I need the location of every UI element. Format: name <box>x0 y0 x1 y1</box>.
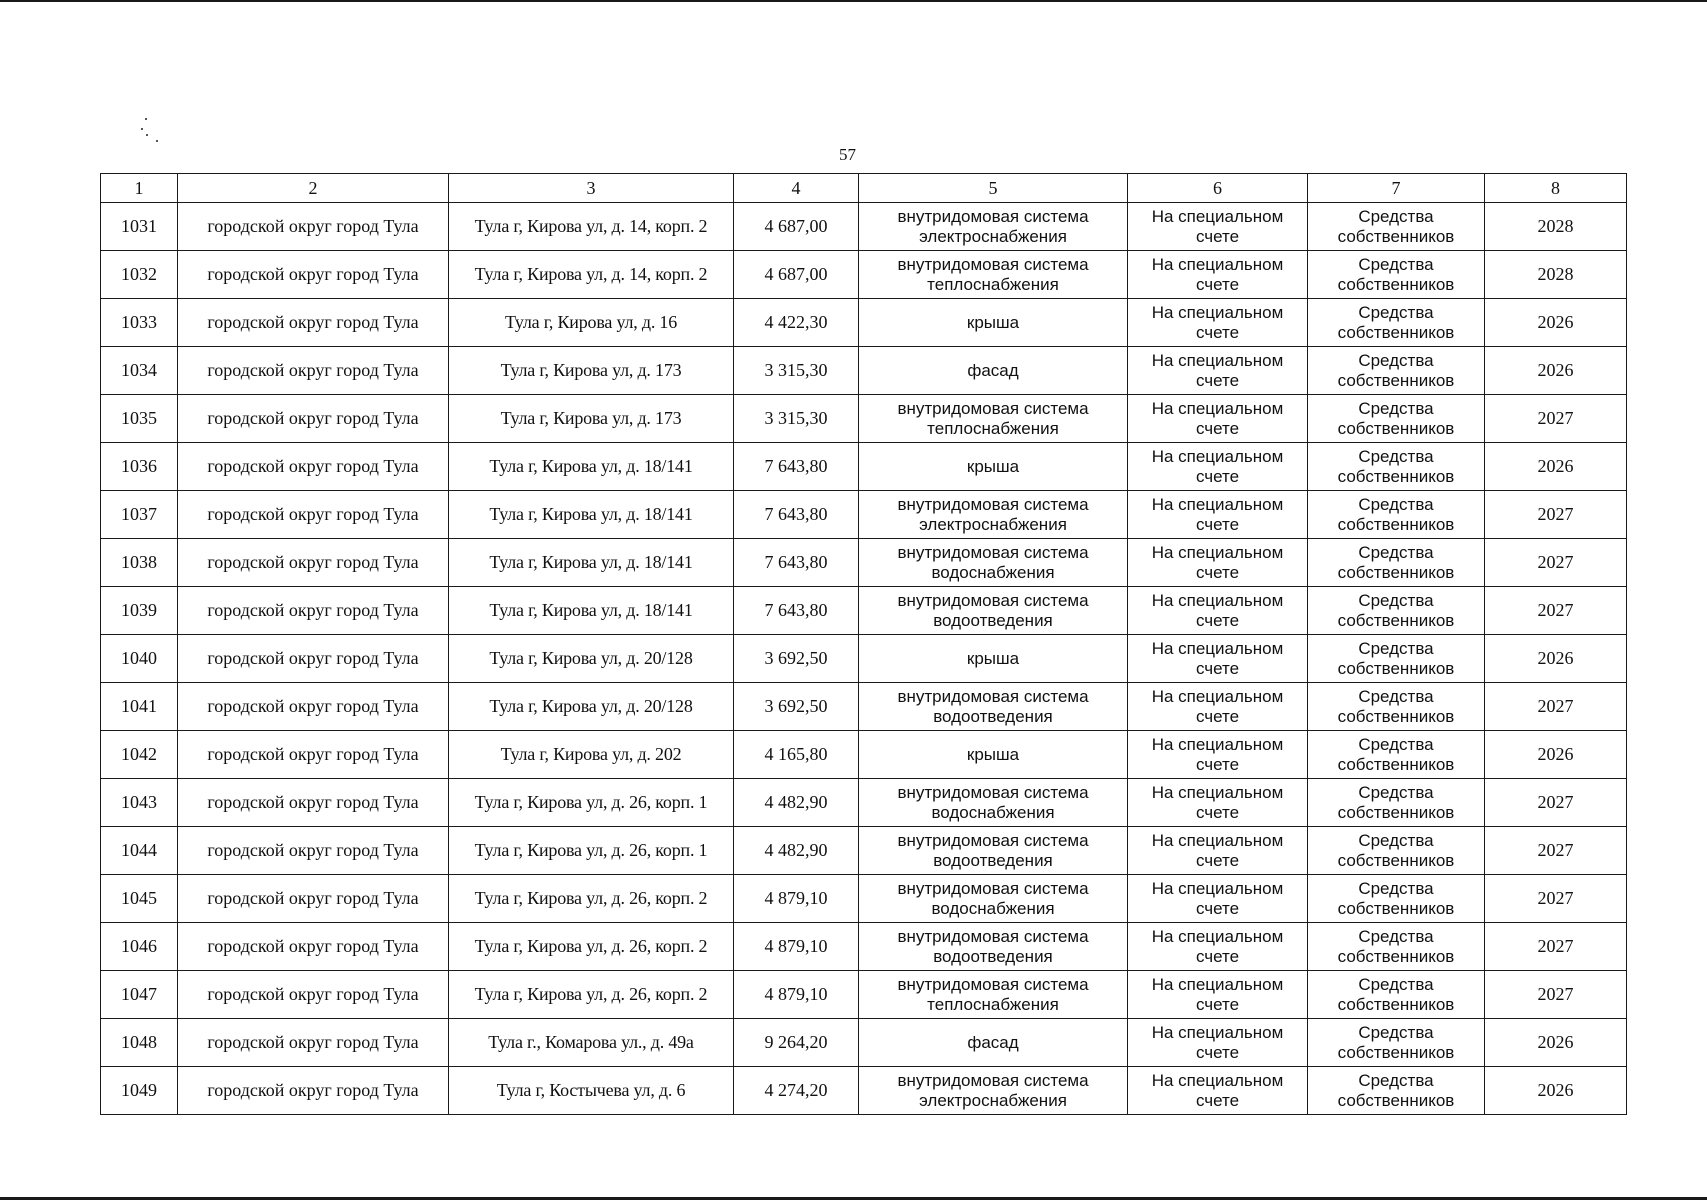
district-cell: городской округ город Тула <box>178 203 449 251</box>
account-cell-line-2: счете <box>1195 754 1240 774</box>
funds-cell <box>1308 923 1485 971</box>
year-cell: 2026 <box>1485 443 1627 491</box>
system-cell <box>859 683 1128 731</box>
address-cell: Тула г, Кирова ул, д. 18/141 <box>449 587 734 635</box>
column-header: 7 <box>1308 174 1485 203</box>
district-cell: городской округ город Тула <box>178 299 449 347</box>
year-cell: 2027 <box>1485 683 1627 731</box>
address-cell: Тула г, Кирова ул, д. 26, корп. 2 <box>449 971 734 1019</box>
system-cell-line-2: водоснабжения <box>931 562 1055 582</box>
account-cell <box>1128 923 1308 971</box>
funds-cell-line-2: собственников <box>1337 946 1455 966</box>
system-cell <box>859 395 1128 443</box>
table-row <box>101 875 1627 923</box>
table-row <box>101 299 1627 347</box>
row-number-cell: 1043 <box>101 779 178 827</box>
district-cell: городской округ город Тула <box>178 923 449 971</box>
registry-table <box>100 173 1627 1115</box>
account-cell <box>1128 251 1308 299</box>
funds-cell <box>1308 395 1485 443</box>
table-row <box>101 395 1627 443</box>
table-row <box>101 443 1627 491</box>
account-cell <box>1128 779 1308 827</box>
funds-cell <box>1308 827 1485 875</box>
funds-cell <box>1308 587 1485 635</box>
column-header: 1 <box>101 174 178 203</box>
funds-cell-line-1: Средства <box>1358 542 1434 562</box>
system-cell-line-1: внутридомовая система <box>897 686 1089 706</box>
system-cell <box>859 491 1128 539</box>
funds-cell-line-2: собственников <box>1337 610 1455 630</box>
table-row <box>101 1019 1627 1067</box>
system-cell-line-1: фасад <box>967 1032 1019 1052</box>
account-cell-line-1: На специальном <box>1151 302 1284 322</box>
area-cell: 3 315,30 <box>734 347 859 395</box>
area-cell: 7 643,80 <box>734 491 859 539</box>
row-number-cell: 1047 <box>101 971 178 1019</box>
system-cell-line-2: электроснабжения <box>919 226 1067 246</box>
row-number-cell: 1039 <box>101 587 178 635</box>
column-header: 8 <box>1485 174 1627 203</box>
funds-cell <box>1308 491 1485 539</box>
system-cell-line-1: внутридомовая система <box>897 782 1089 802</box>
system-cell-line-1: внутридомовая система <box>897 398 1089 418</box>
address-cell: Тула г, Кирова ул, д. 18/141 <box>449 491 734 539</box>
system-cell <box>859 299 1128 347</box>
system-cell <box>859 443 1128 491</box>
account-cell-line-1: На специальном <box>1151 254 1284 274</box>
account-cell-line-2: счете <box>1195 706 1240 726</box>
account-cell-line-2: счете <box>1195 562 1240 582</box>
row-number-cell: 1031 <box>101 203 178 251</box>
funds-cell-line-1: Средства <box>1358 638 1434 658</box>
year-cell: 2027 <box>1485 923 1627 971</box>
district-cell: городской округ город Тула <box>178 875 449 923</box>
account-cell-line-1: На специальном <box>1151 590 1284 610</box>
system-cell-line-1: внутридомовая система <box>897 974 1089 994</box>
funds-cell-line-2: собственников <box>1337 1042 1455 1062</box>
year-cell: 2026 <box>1485 635 1627 683</box>
funds-cell-line-2: собственников <box>1337 1090 1455 1110</box>
funds-cell-line-2: собственников <box>1337 274 1455 294</box>
account-cell-line-2: счете <box>1195 994 1240 1014</box>
address-cell: Тула г, Кирова ул, д. 20/128 <box>449 635 734 683</box>
account-cell-line-1: На специальном <box>1151 638 1284 658</box>
year-cell: 2026 <box>1485 299 1627 347</box>
address-cell: Тула г, Кирова ул, д. 173 <box>449 395 734 443</box>
account-cell <box>1128 635 1308 683</box>
area-cell: 7 643,80 <box>734 539 859 587</box>
area-cell: 9 264,20 <box>734 1019 859 1067</box>
account-cell-line-2: счете <box>1195 1042 1240 1062</box>
funds-cell-line-1: Средства <box>1358 974 1434 994</box>
address-cell: Тула г, Кирова ул, д. 16 <box>449 299 734 347</box>
funds-cell <box>1308 635 1485 683</box>
funds-cell <box>1308 1019 1485 1067</box>
system-cell-line-2: теплоснабжения <box>927 418 1059 438</box>
district-cell: городской округ город Тула <box>178 251 449 299</box>
funds-cell-line-1: Средства <box>1358 1070 1434 1090</box>
system-cell-line-1: внутридомовая система <box>897 926 1089 946</box>
system-cell <box>859 539 1128 587</box>
account-cell <box>1128 443 1308 491</box>
funds-cell-line-2: собственников <box>1337 418 1455 438</box>
system-cell-line-1: внутридомовая система <box>897 542 1089 562</box>
row-number-cell: 1045 <box>101 875 178 923</box>
address-cell: Тула г, Кирова ул, д. 26, корп. 2 <box>449 923 734 971</box>
system-cell-line-1: внутридомовая система <box>897 590 1089 610</box>
funds-cell-line-2: собственников <box>1337 466 1455 486</box>
funds-cell-line-1: Средства <box>1358 926 1434 946</box>
table-row <box>101 779 1627 827</box>
table-row <box>101 923 1627 971</box>
table-row <box>101 971 1627 1019</box>
row-number-cell: 1037 <box>101 491 178 539</box>
system-cell <box>859 971 1128 1019</box>
address-cell: Тула г, Кирова ул, д. 18/141 <box>449 443 734 491</box>
system-cell-line-1: фасад <box>967 360 1019 380</box>
account-cell <box>1128 1019 1308 1067</box>
account-cell-line-1: На специальном <box>1151 878 1284 898</box>
funds-cell-line-2: собственников <box>1337 994 1455 1014</box>
row-number-cell: 1042 <box>101 731 178 779</box>
account-cell-line-2: счете <box>1195 322 1240 342</box>
row-number-cell: 1034 <box>101 347 178 395</box>
area-cell: 7 643,80 <box>734 587 859 635</box>
table-row <box>101 587 1627 635</box>
year-cell: 2026 <box>1485 1067 1627 1115</box>
row-number-cell: 1033 <box>101 299 178 347</box>
system-cell-line-2: водоотведения <box>933 850 1053 870</box>
system-cell-line-1: внутридомовая система <box>897 1070 1089 1090</box>
row-number-cell: 1040 <box>101 635 178 683</box>
funds-cell-line-2: собственников <box>1337 898 1455 918</box>
funds-cell <box>1308 971 1485 1019</box>
address-cell: Тула г, Костычева ул, д. 6 <box>449 1067 734 1115</box>
account-cell-line-1: На специальном <box>1151 398 1284 418</box>
account-cell-line-1: На специальном <box>1151 1022 1284 1042</box>
funds-cell <box>1308 683 1485 731</box>
funds-cell <box>1308 251 1485 299</box>
account-cell <box>1128 731 1308 779</box>
funds-cell-line-1: Средства <box>1358 302 1434 322</box>
account-cell <box>1128 539 1308 587</box>
funds-cell <box>1308 779 1485 827</box>
funds-cell-line-1: Средства <box>1358 590 1434 610</box>
district-cell: городской округ город Тула <box>178 635 449 683</box>
system-cell-line-1: внутридомовая система <box>897 206 1089 226</box>
table-row <box>101 683 1627 731</box>
address-cell: Тула г, Кирова ул, д. 18/141 <box>449 539 734 587</box>
funds-cell <box>1308 347 1485 395</box>
system-cell <box>859 251 1128 299</box>
funds-cell <box>1308 731 1485 779</box>
table-row <box>101 251 1627 299</box>
system-cell <box>859 779 1128 827</box>
area-cell: 3 692,50 <box>734 683 859 731</box>
scan-speck <box>141 128 143 130</box>
account-cell-line-2: счете <box>1195 802 1240 822</box>
year-cell: 2026 <box>1485 731 1627 779</box>
funds-cell-line-2: собственников <box>1337 226 1455 246</box>
account-cell-line-2: счете <box>1195 370 1240 390</box>
district-cell: городской округ город Тула <box>178 731 449 779</box>
system-cell-line-2: теплоснабжения <box>927 274 1059 294</box>
account-cell-line-2: счете <box>1195 658 1240 678</box>
system-cell <box>859 1067 1128 1115</box>
funds-cell-line-2: собственников <box>1337 802 1455 822</box>
system-cell-line-1: внутридомовая система <box>897 878 1089 898</box>
row-number-cell: 1049 <box>101 1067 178 1115</box>
account-cell <box>1128 347 1308 395</box>
district-cell: городской округ город Тула <box>178 491 449 539</box>
account-cell-line-2: счете <box>1195 226 1240 246</box>
account-cell-line-2: счете <box>1195 898 1240 918</box>
system-cell <box>859 635 1128 683</box>
system-cell-line-2: водоотведения <box>933 610 1053 630</box>
account-cell <box>1128 203 1308 251</box>
account-cell <box>1128 395 1308 443</box>
account-cell-line-1: На специальном <box>1151 1070 1284 1090</box>
year-cell: 2027 <box>1485 539 1627 587</box>
row-number-cell: 1038 <box>101 539 178 587</box>
funds-cell <box>1308 299 1485 347</box>
year-cell: 2027 <box>1485 971 1627 1019</box>
year-cell: 2027 <box>1485 491 1627 539</box>
header-row <box>101 174 1627 203</box>
column-header: 6 <box>1128 174 1308 203</box>
funds-cell-line-1: Средства <box>1358 1022 1434 1042</box>
area-cell: 3 315,30 <box>734 395 859 443</box>
address-cell: Тула г, Кирова ул, д. 26, корп. 1 <box>449 827 734 875</box>
address-cell: Тула г, Кирова ул, д. 20/128 <box>449 683 734 731</box>
district-cell: городской округ город Тула <box>178 539 449 587</box>
funds-cell-line-2: собственников <box>1337 754 1455 774</box>
funds-cell <box>1308 203 1485 251</box>
account-cell <box>1128 491 1308 539</box>
district-cell: городской округ город Тула <box>178 683 449 731</box>
system-cell <box>859 923 1128 971</box>
account-cell <box>1128 299 1308 347</box>
district-cell: городской округ город Тула <box>178 587 449 635</box>
scan-speck <box>145 118 147 120</box>
funds-cell-line-2: собственников <box>1337 514 1455 534</box>
account-cell <box>1128 875 1308 923</box>
address-cell: Тула г, Кирова ул, д. 202 <box>449 731 734 779</box>
account-cell-line-1: На специальном <box>1151 782 1284 802</box>
row-number-cell: 1046 <box>101 923 178 971</box>
area-cell: 4 274,20 <box>734 1067 859 1115</box>
district-cell: городской округ город Тула <box>178 347 449 395</box>
area-cell: 4 482,90 <box>734 779 859 827</box>
system-cell <box>859 203 1128 251</box>
column-header: 2 <box>178 174 449 203</box>
funds-cell-line-2: собственников <box>1337 850 1455 870</box>
table-row <box>101 203 1627 251</box>
system-cell-line-2: водоотведения <box>933 946 1053 966</box>
system-cell <box>859 587 1128 635</box>
funds-cell-line-1: Средства <box>1358 494 1434 514</box>
account-cell-line-2: счете <box>1195 418 1240 438</box>
table-row <box>101 347 1627 395</box>
address-cell: Тула г., Комарова ул., д. 49а <box>449 1019 734 1067</box>
area-cell: 4 482,90 <box>734 827 859 875</box>
year-cell: 2027 <box>1485 875 1627 923</box>
account-cell-line-1: На специальном <box>1151 686 1284 706</box>
account-cell-line-2: счете <box>1195 1090 1240 1110</box>
account-cell-line-1: На специальном <box>1151 350 1284 370</box>
funds-cell <box>1308 539 1485 587</box>
district-cell: городской округ город Тула <box>178 443 449 491</box>
system-cell-line-1: крыша <box>966 456 1020 476</box>
table-row <box>101 635 1627 683</box>
table-row <box>101 539 1627 587</box>
funds-cell-line-2: собственников <box>1337 322 1455 342</box>
column-header: 5 <box>859 174 1128 203</box>
funds-cell-line-1: Средства <box>1358 734 1434 754</box>
area-cell: 4 879,10 <box>734 875 859 923</box>
account-cell <box>1128 971 1308 1019</box>
year-cell: 2026 <box>1485 1019 1627 1067</box>
system-cell <box>859 1019 1128 1067</box>
system-cell-line-2: водоотведения <box>933 706 1053 726</box>
account-cell-line-2: счете <box>1195 850 1240 870</box>
account-cell <box>1128 827 1308 875</box>
year-cell: 2027 <box>1485 827 1627 875</box>
address-cell: Тула г, Кирова ул, д. 26, корп. 1 <box>449 779 734 827</box>
account-cell <box>1128 587 1308 635</box>
scan-edge-top <box>0 0 1707 2</box>
account-cell-line-2: счете <box>1195 466 1240 486</box>
table-row <box>101 827 1627 875</box>
year-cell: 2026 <box>1485 347 1627 395</box>
system-cell <box>859 347 1128 395</box>
column-header: 4 <box>734 174 859 203</box>
account-cell-line-1: На специальном <box>1151 734 1284 754</box>
system-cell <box>859 827 1128 875</box>
system-cell-line-2: теплоснабжения <box>927 994 1059 1014</box>
account-cell-line-1: На специальном <box>1151 830 1284 850</box>
area-cell: 4 165,80 <box>734 731 859 779</box>
table-row <box>101 491 1627 539</box>
district-cell: городской округ город Тула <box>178 971 449 1019</box>
area-cell: 3 692,50 <box>734 635 859 683</box>
row-number-cell: 1041 <box>101 683 178 731</box>
district-cell: городской округ город Тула <box>178 779 449 827</box>
address-cell: Тула г, Кирова ул, д. 26, корп. 2 <box>449 875 734 923</box>
page-number: 57 <box>839 145 856 164</box>
area-cell: 4 687,00 <box>734 203 859 251</box>
year-cell: 2028 <box>1485 203 1627 251</box>
system-cell-line-2: водоснабжения <box>931 898 1055 918</box>
funds-cell-line-1: Средства <box>1358 782 1434 802</box>
funds-cell-line-2: собственников <box>1337 706 1455 726</box>
area-cell: 4 422,30 <box>734 299 859 347</box>
funds-cell <box>1308 443 1485 491</box>
account-cell-line-1: На специальном <box>1151 926 1284 946</box>
system-cell <box>859 731 1128 779</box>
system-cell-line-1: внутридомовая система <box>897 494 1089 514</box>
row-number-cell: 1032 <box>101 251 178 299</box>
row-number-cell: 1036 <box>101 443 178 491</box>
table-row <box>101 731 1627 779</box>
area-cell: 7 643,80 <box>734 443 859 491</box>
account-cell-line-2: счете <box>1195 610 1240 630</box>
funds-cell-line-1: Средства <box>1358 398 1434 418</box>
funds-cell <box>1308 875 1485 923</box>
row-number-cell: 1048 <box>101 1019 178 1067</box>
account-cell-line-1: На специальном <box>1151 974 1284 994</box>
funds-cell-line-1: Средства <box>1358 254 1434 274</box>
area-cell: 4 687,00 <box>734 251 859 299</box>
scan-speck <box>156 140 158 142</box>
address-cell: Тула г, Кирова ул, д. 173 <box>449 347 734 395</box>
funds-cell-line-1: Средства <box>1358 350 1434 370</box>
area-cell: 4 879,10 <box>734 923 859 971</box>
year-cell: 2027 <box>1485 587 1627 635</box>
funds-cell-line-2: собственников <box>1337 370 1455 390</box>
funds-cell-line-1: Средства <box>1358 830 1434 850</box>
table-row <box>101 1067 1627 1115</box>
address-cell: Тула г, Кирова ул, д. 14, корп. 2 <box>449 251 734 299</box>
district-cell: городской округ город Тула <box>178 827 449 875</box>
account-cell <box>1128 683 1308 731</box>
year-cell: 2028 <box>1485 251 1627 299</box>
funds-cell-line-1: Средства <box>1358 206 1434 226</box>
year-cell: 2027 <box>1485 395 1627 443</box>
account-cell-line-2: счете <box>1195 274 1240 294</box>
account-cell-line-2: счете <box>1195 514 1240 534</box>
funds-cell-line-2: собственников <box>1337 658 1455 678</box>
system-cell-line-1: крыша <box>966 312 1020 332</box>
funds-cell-line-1: Средства <box>1358 878 1434 898</box>
system-cell-line-1: крыша <box>966 744 1020 764</box>
column-header: 3 <box>449 174 734 203</box>
account-cell <box>1128 1067 1308 1115</box>
funds-cell-line-2: собственников <box>1337 562 1455 582</box>
account-cell-line-1: На специальном <box>1151 494 1284 514</box>
district-cell: городской округ город Тула <box>178 1019 449 1067</box>
district-cell: городской округ город Тула <box>178 395 449 443</box>
system-cell-line-1: крыша <box>966 648 1020 668</box>
scan-speck <box>146 134 148 136</box>
account-cell-line-1: На специальном <box>1151 206 1284 226</box>
system-cell-line-2: электроснабжения <box>919 514 1067 534</box>
system-cell-line-1: внутридомовая система <box>897 254 1089 274</box>
system-cell <box>859 875 1128 923</box>
system-cell-line-1: внутридомовая система <box>897 830 1089 850</box>
system-cell-line-2: водоснабжения <box>931 802 1055 822</box>
system-cell-line-2: электроснабжения <box>919 1090 1067 1110</box>
row-number-cell: 1035 <box>101 395 178 443</box>
funds-cell-line-1: Средства <box>1358 686 1434 706</box>
funds-cell-line-1: Средства <box>1358 446 1434 466</box>
table-header <box>101 174 1627 203</box>
year-cell: 2027 <box>1485 779 1627 827</box>
account-cell-line-1: На специальном <box>1151 542 1284 562</box>
funds-cell <box>1308 1067 1485 1115</box>
account-cell-line-1: На специальном <box>1151 446 1284 466</box>
account-cell-line-2: счете <box>1195 946 1240 966</box>
table-body <box>101 203 1627 1115</box>
area-cell: 4 879,10 <box>734 971 859 1019</box>
row-number-cell: 1044 <box>101 827 178 875</box>
district-cell: городской округ город Тула <box>178 1067 449 1115</box>
address-cell: Тула г, Кирова ул, д. 14, корп. 2 <box>449 203 734 251</box>
